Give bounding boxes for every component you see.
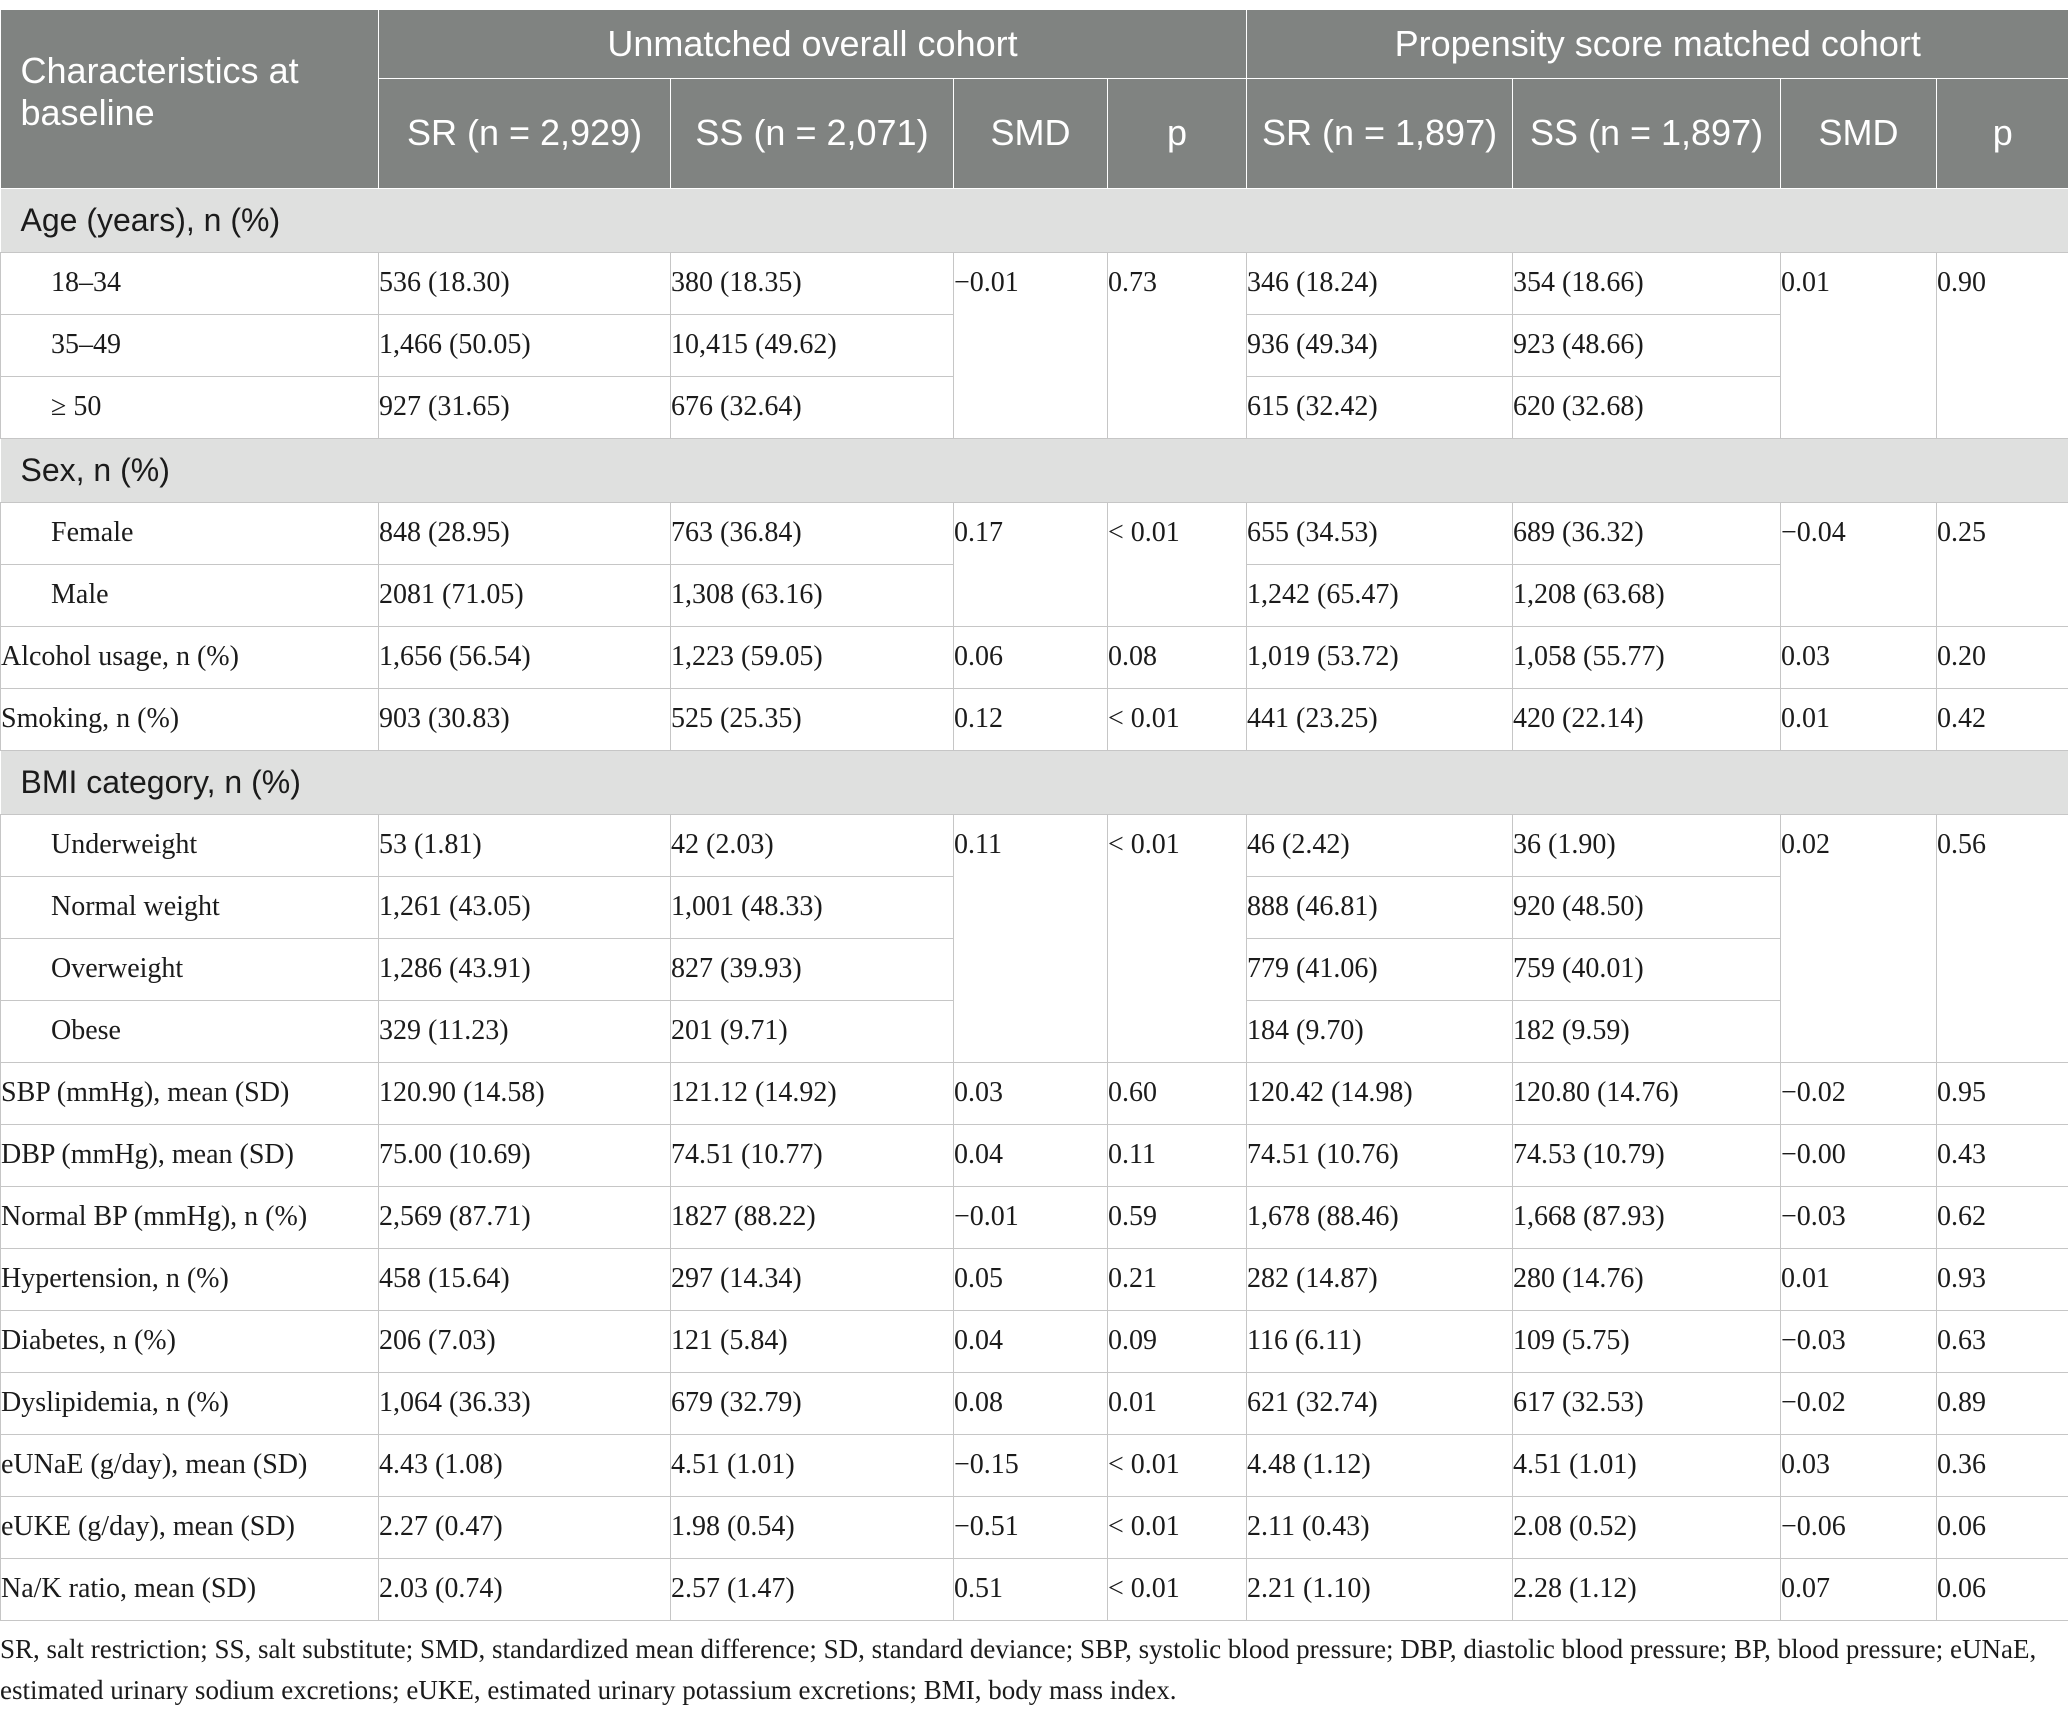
cell-unmatched-p xyxy=(1108,1000,1247,1062)
cell-unmatched-sr: 1,261 (43.05) xyxy=(379,876,671,938)
cell-matched-ss: 182 (9.59) xyxy=(1513,1000,1781,1062)
cell-unmatched-p: 0.09 xyxy=(1108,1310,1247,1372)
cell-matched-p xyxy=(1937,876,2068,938)
row-label: Smoking, n (%) xyxy=(1,688,379,750)
baseline-characteristics-table xyxy=(0,10,2068,1621)
row-label: Female xyxy=(1,502,379,564)
header-matched-p: p xyxy=(1937,78,2068,188)
cell-unmatched-sr: 75.00 (10.69) xyxy=(379,1124,671,1186)
cell-matched-smd: −0.06 xyxy=(1781,1496,1937,1558)
cell-unmatched-ss: 74.51 (10.77) xyxy=(671,1124,954,1186)
header-unmatched-sr: SR (n = 2,929) xyxy=(379,78,671,188)
cell-unmatched-p xyxy=(1108,564,1247,626)
cell-matched-sr: 282 (14.87) xyxy=(1247,1248,1513,1310)
cell-unmatched-ss: 1,001 (48.33) xyxy=(671,876,954,938)
cell-matched-smd: −0.02 xyxy=(1781,1062,1937,1124)
header-matched-ss: SS (n = 1,897) xyxy=(1513,78,1781,188)
cell-unmatched-smd: 0.04 xyxy=(954,1310,1108,1372)
cell-matched-p xyxy=(1937,376,2068,438)
cell-matched-ss: 4.51 (1.01) xyxy=(1513,1434,1781,1496)
cell-matched-smd: 0.01 xyxy=(1781,688,1937,750)
cell-unmatched-ss: 4.51 (1.01) xyxy=(671,1434,954,1496)
cell-matched-ss: 74.53 (10.79) xyxy=(1513,1124,1781,1186)
cell-matched-smd: −0.00 xyxy=(1781,1124,1937,1186)
cell-unmatched-ss: 42 (2.03) xyxy=(671,814,954,876)
cell-matched-smd xyxy=(1781,564,1937,626)
cell-unmatched-sr: 927 (31.65) xyxy=(379,376,671,438)
cell-unmatched-sr: 120.90 (14.58) xyxy=(379,1062,671,1124)
table-row xyxy=(1,1372,2068,1434)
cell-matched-ss: 120.80 (14.76) xyxy=(1513,1062,1781,1124)
row-label: eUKE (g/day), mean (SD) xyxy=(1,1496,379,1558)
row-label: Hypertension, n (%) xyxy=(1,1248,379,1310)
row-label: Male xyxy=(1,564,379,626)
cell-unmatched-smd xyxy=(954,876,1108,938)
cell-matched-sr: 120.42 (14.98) xyxy=(1247,1062,1513,1124)
cell-matched-p: 0.56 xyxy=(1937,814,2068,876)
cell-matched-sr: 936 (49.34) xyxy=(1247,314,1513,376)
cell-matched-sr: 779 (41.06) xyxy=(1247,938,1513,1000)
cell-matched-p: 0.06 xyxy=(1937,1496,2068,1558)
cell-matched-smd xyxy=(1781,376,1937,438)
cell-unmatched-ss: 679 (32.79) xyxy=(671,1372,954,1434)
table-row xyxy=(1,502,2068,564)
cell-matched-smd xyxy=(1781,314,1937,376)
cell-unmatched-sr: 329 (11.23) xyxy=(379,1000,671,1062)
cell-unmatched-smd: 0.06 xyxy=(954,626,1108,688)
table-row xyxy=(1,252,2068,314)
cell-unmatched-smd: −0.01 xyxy=(954,1186,1108,1248)
cell-matched-sr: 184 (9.70) xyxy=(1247,1000,1513,1062)
cell-matched-sr: 621 (32.74) xyxy=(1247,1372,1513,1434)
cell-matched-sr: 655 (34.53) xyxy=(1247,502,1513,564)
table-row xyxy=(1,688,2068,750)
cell-unmatched-smd xyxy=(954,376,1108,438)
cell-matched-ss: 620 (32.68) xyxy=(1513,376,1781,438)
table-footnote: SR, salt restriction; SS, salt substitute; SMD, standardized mean difference; SD, standard deviance; SBP, systolic blood pressure; DBP, diastolic blood pressure; BP, blood pressure; eUNaE, estimated urinary sodium excretions; eUKE, estimated urinary potassium excretions; BMI, body mass index. xyxy=(0,1629,2068,1711)
table-row xyxy=(1,1062,2068,1124)
cell-unmatched-ss: 380 (18.35) xyxy=(671,252,954,314)
table-row xyxy=(1,314,2068,376)
cell-matched-smd: 0.01 xyxy=(1781,252,1937,314)
cell-unmatched-sr: 1,286 (43.91) xyxy=(379,938,671,1000)
cell-matched-p: 0.42 xyxy=(1937,688,2068,750)
table-row xyxy=(1,1186,2068,1248)
cell-matched-ss: 759 (40.01) xyxy=(1513,938,1781,1000)
cell-unmatched-sr: 848 (28.95) xyxy=(379,502,671,564)
table-row xyxy=(1,1434,2068,1496)
cell-unmatched-ss: 121.12 (14.92) xyxy=(671,1062,954,1124)
cell-matched-p: 0.89 xyxy=(1937,1372,2068,1434)
cell-matched-ss: 1,208 (63.68) xyxy=(1513,564,1781,626)
cell-matched-p xyxy=(1937,564,2068,626)
table-row xyxy=(1,938,2068,1000)
cell-unmatched-p xyxy=(1108,876,1247,938)
cell-matched-smd xyxy=(1781,876,1937,938)
cell-matched-sr: 46 (2.42) xyxy=(1247,814,1513,876)
cell-unmatched-sr: 2.27 (0.47) xyxy=(379,1496,671,1558)
cell-unmatched-p: 0.59 xyxy=(1108,1186,1247,1248)
cell-unmatched-smd: 0.04 xyxy=(954,1124,1108,1186)
cell-unmatched-smd xyxy=(954,564,1108,626)
cell-unmatched-ss: 297 (14.34) xyxy=(671,1248,954,1310)
header-unmatched-p: p xyxy=(1108,78,1247,188)
cell-matched-smd: 0.01 xyxy=(1781,1248,1937,1310)
cell-matched-smd: 0.02 xyxy=(1781,814,1937,876)
cell-matched-sr: 1,019 (53.72) xyxy=(1247,626,1513,688)
header-matched-sr: SR (n = 1,897) xyxy=(1247,78,1513,188)
cell-matched-p: 0.63 xyxy=(1937,1310,2068,1372)
cell-unmatched-ss: 1,223 (59.05) xyxy=(671,626,954,688)
cell-unmatched-smd: 0.51 xyxy=(954,1558,1108,1620)
section-sex: Sex, n (%) xyxy=(1,438,2068,502)
cell-unmatched-ss: 1.98 (0.54) xyxy=(671,1496,954,1558)
header-unmatched-smd: SMD xyxy=(954,78,1108,188)
cell-matched-p xyxy=(1937,1000,2068,1062)
table-row xyxy=(1,876,2068,938)
cell-unmatched-sr: 536 (18.30) xyxy=(379,252,671,314)
row-label: SBP (mmHg), mean (SD) xyxy=(1,1062,379,1124)
cell-unmatched-sr: 1,466 (50.05) xyxy=(379,314,671,376)
row-label: 18–34 xyxy=(1,252,379,314)
cell-unmatched-smd: 0.08 xyxy=(954,1372,1108,1434)
cell-matched-sr: 2.21 (1.10) xyxy=(1247,1558,1513,1620)
cell-unmatched-ss: 10,415 (49.62) xyxy=(671,314,954,376)
row-label: Normal weight xyxy=(1,876,379,938)
table-row xyxy=(1,1558,2068,1620)
cell-unmatched-p: 0.08 xyxy=(1108,626,1247,688)
header-characteristics: Characteristics at baseline xyxy=(1,10,379,188)
section-bmi: BMI category, n (%) xyxy=(1,750,2068,814)
cell-matched-p: 0.62 xyxy=(1937,1186,2068,1248)
cell-matched-smd: 0.03 xyxy=(1781,626,1937,688)
cell-matched-ss: 280 (14.76) xyxy=(1513,1248,1781,1310)
cell-unmatched-p xyxy=(1108,314,1247,376)
cell-matched-sr: 615 (32.42) xyxy=(1247,376,1513,438)
cell-matched-sr: 116 (6.11) xyxy=(1247,1310,1513,1372)
cell-matched-sr: 4.48 (1.12) xyxy=(1247,1434,1513,1496)
cell-unmatched-ss: 676 (32.64) xyxy=(671,376,954,438)
section-age: Age (years), n (%) xyxy=(1,188,2068,252)
cell-matched-ss: 923 (48.66) xyxy=(1513,314,1781,376)
cell-unmatched-p: < 0.01 xyxy=(1108,1434,1247,1496)
row-label: ≥ 50 xyxy=(1,376,379,438)
cell-unmatched-p: 0.60 xyxy=(1108,1062,1247,1124)
cell-matched-ss: 617 (32.53) xyxy=(1513,1372,1781,1434)
cell-unmatched-sr: 206 (7.03) xyxy=(379,1310,671,1372)
table-row xyxy=(1,814,2068,876)
cell-unmatched-sr: 1,064 (36.33) xyxy=(379,1372,671,1434)
cell-unmatched-sr: 53 (1.81) xyxy=(379,814,671,876)
row-label: Na/K ratio, mean (SD) xyxy=(1,1558,379,1620)
cell-unmatched-smd: 0.03 xyxy=(954,1062,1108,1124)
cell-matched-sr: 888 (46.81) xyxy=(1247,876,1513,938)
row-label: 35–49 xyxy=(1,314,379,376)
cell-matched-smd: −0.02 xyxy=(1781,1372,1937,1434)
cell-unmatched-p: < 0.01 xyxy=(1108,502,1247,564)
cell-unmatched-ss: 1827 (88.22) xyxy=(671,1186,954,1248)
cell-matched-smd: −0.03 xyxy=(1781,1186,1937,1248)
cell-matched-sr: 441 (23.25) xyxy=(1247,688,1513,750)
cell-unmatched-smd: 0.17 xyxy=(954,502,1108,564)
cell-matched-ss: 1,668 (87.93) xyxy=(1513,1186,1781,1248)
cell-unmatched-smd xyxy=(954,314,1108,376)
row-label: Obese xyxy=(1,1000,379,1062)
table-row xyxy=(1,1124,2068,1186)
header-unmatched-cohort: Unmatched overall cohort xyxy=(379,10,1247,78)
table-row xyxy=(1,1310,2068,1372)
cell-unmatched-p: < 0.01 xyxy=(1108,1496,1247,1558)
cell-matched-p xyxy=(1937,314,2068,376)
row-label: Normal BP (mmHg), n (%) xyxy=(1,1186,379,1248)
cell-unmatched-ss: 201 (9.71) xyxy=(671,1000,954,1062)
cell-matched-p: 0.90 xyxy=(1937,252,2068,314)
cell-matched-ss: 354 (18.66) xyxy=(1513,252,1781,314)
cell-unmatched-smd: −0.15 xyxy=(954,1434,1108,1496)
table-row xyxy=(1,376,2068,438)
cell-matched-smd: −0.03 xyxy=(1781,1310,1937,1372)
table-row xyxy=(1,1248,2068,1310)
cell-matched-sr: 1,678 (88.46) xyxy=(1247,1186,1513,1248)
cell-unmatched-sr: 2081 (71.05) xyxy=(379,564,671,626)
cell-matched-p: 0.06 xyxy=(1937,1558,2068,1620)
cell-matched-p: 0.36 xyxy=(1937,1434,2068,1496)
header-matched-cohort: Propensity score matched cohort xyxy=(1247,10,2068,78)
cell-unmatched-p: 0.21 xyxy=(1108,1248,1247,1310)
cell-matched-p: 0.93 xyxy=(1937,1248,2068,1310)
cell-unmatched-smd: 0.12 xyxy=(954,688,1108,750)
cell-matched-ss: 2.08 (0.52) xyxy=(1513,1496,1781,1558)
header-matched-smd: SMD xyxy=(1781,78,1937,188)
row-label: eUNaE (g/day), mean (SD) xyxy=(1,1434,379,1496)
cell-unmatched-sr: 2.03 (0.74) xyxy=(379,1558,671,1620)
cell-unmatched-sr: 1,656 (56.54) xyxy=(379,626,671,688)
cell-unmatched-p: 0.01 xyxy=(1108,1372,1247,1434)
cell-matched-p: 0.20 xyxy=(1937,626,2068,688)
cell-matched-sr: 346 (18.24) xyxy=(1247,252,1513,314)
cell-unmatched-ss: 1,308 (63.16) xyxy=(671,564,954,626)
cell-unmatched-ss: 121 (5.84) xyxy=(671,1310,954,1372)
cell-matched-sr: 2.11 (0.43) xyxy=(1247,1496,1513,1558)
cell-matched-sr: 1,242 (65.47) xyxy=(1247,564,1513,626)
row-label: Dyslipidemia, n (%) xyxy=(1,1372,379,1434)
cell-matched-p: 0.25 xyxy=(1937,502,2068,564)
table-row xyxy=(1,1000,2068,1062)
cell-unmatched-smd: −0.51 xyxy=(954,1496,1108,1558)
cell-unmatched-p: < 0.01 xyxy=(1108,688,1247,750)
cell-unmatched-smd: 0.11 xyxy=(954,814,1108,876)
row-label: DBP (mmHg), mean (SD) xyxy=(1,1124,379,1186)
cell-unmatched-sr: 4.43 (1.08) xyxy=(379,1434,671,1496)
row-label: Underweight xyxy=(1,814,379,876)
cell-matched-sr: 74.51 (10.76) xyxy=(1247,1124,1513,1186)
table-row xyxy=(1,1496,2068,1558)
cell-matched-smd: −0.04 xyxy=(1781,502,1937,564)
cell-matched-p: 0.43 xyxy=(1937,1124,2068,1186)
cell-unmatched-smd xyxy=(954,938,1108,1000)
row-label: Alcohol usage, n (%) xyxy=(1,626,379,688)
cell-unmatched-ss: 827 (39.93) xyxy=(671,938,954,1000)
cell-unmatched-smd: 0.05 xyxy=(954,1248,1108,1310)
table-row xyxy=(1,626,2068,688)
header-unmatched-ss: SS (n = 2,071) xyxy=(671,78,954,188)
cell-matched-ss: 920 (48.50) xyxy=(1513,876,1781,938)
cell-matched-ss: 1,058 (55.77) xyxy=(1513,626,1781,688)
row-label: Diabetes, n (%) xyxy=(1,1310,379,1372)
cell-unmatched-p: < 0.01 xyxy=(1108,1558,1247,1620)
cell-matched-ss: 109 (5.75) xyxy=(1513,1310,1781,1372)
cell-unmatched-smd xyxy=(954,1000,1108,1062)
row-label: Overweight xyxy=(1,938,379,1000)
cell-unmatched-p: 0.73 xyxy=(1108,252,1247,314)
cell-matched-smd xyxy=(1781,1000,1937,1062)
cell-unmatched-sr: 458 (15.64) xyxy=(379,1248,671,1310)
table-container xyxy=(0,10,2068,1711)
cell-matched-ss: 2.28 (1.12) xyxy=(1513,1558,1781,1620)
cell-matched-p: 0.95 xyxy=(1937,1062,2068,1124)
cell-matched-smd xyxy=(1781,938,1937,1000)
cell-unmatched-p xyxy=(1108,938,1247,1000)
cell-unmatched-p: 0.11 xyxy=(1108,1124,1247,1186)
cell-matched-p xyxy=(1937,938,2068,1000)
table-row xyxy=(1,564,2068,626)
cell-unmatched-p: < 0.01 xyxy=(1108,814,1247,876)
cell-matched-smd: 0.07 xyxy=(1781,1558,1937,1620)
cell-matched-ss: 36 (1.90) xyxy=(1513,814,1781,876)
cell-matched-ss: 689 (36.32) xyxy=(1513,502,1781,564)
cell-unmatched-ss: 525 (25.35) xyxy=(671,688,954,750)
cell-unmatched-smd: −0.01 xyxy=(954,252,1108,314)
cell-matched-ss: 420 (22.14) xyxy=(1513,688,1781,750)
cell-unmatched-p xyxy=(1108,376,1247,438)
cell-unmatched-ss: 2.57 (1.47) xyxy=(671,1558,954,1620)
cell-unmatched-sr: 2,569 (87.71) xyxy=(379,1186,671,1248)
cell-unmatched-sr: 903 (30.83) xyxy=(379,688,671,750)
cell-matched-smd: 0.03 xyxy=(1781,1434,1937,1496)
cell-unmatched-ss: 763 (36.84) xyxy=(671,502,954,564)
